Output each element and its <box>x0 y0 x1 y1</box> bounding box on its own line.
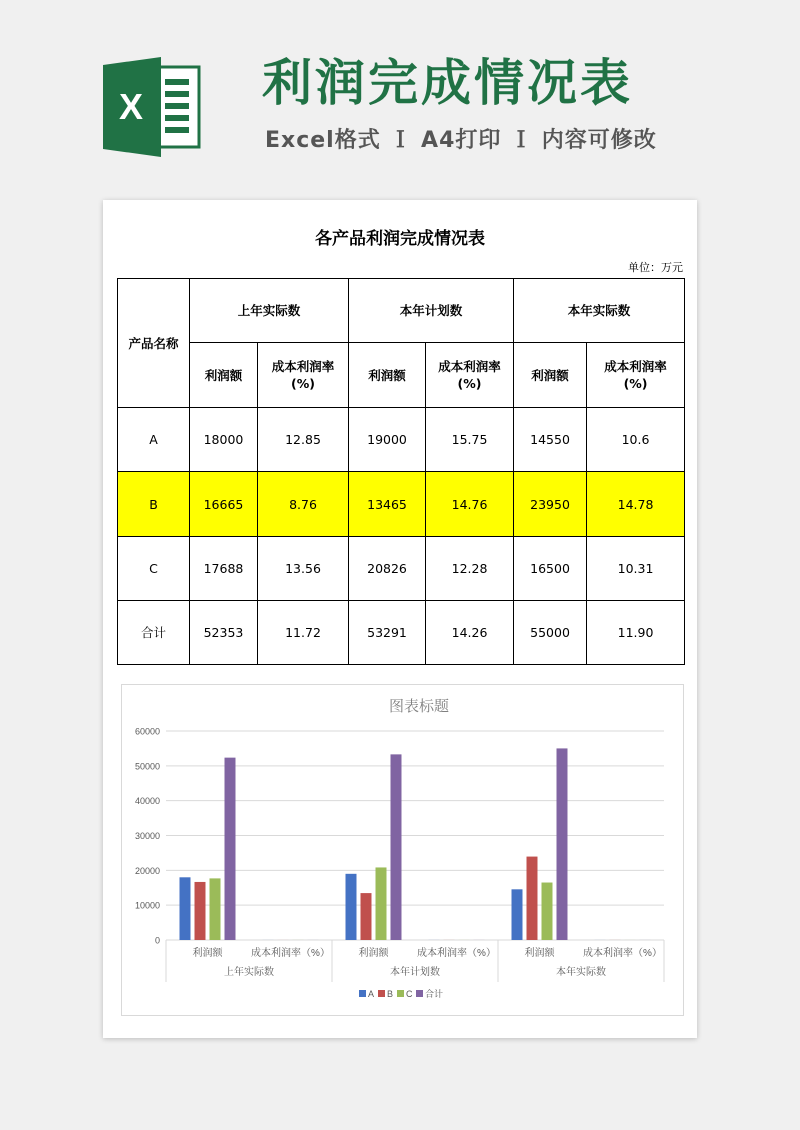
header-sub: 成本利润率 (%) <box>426 343 514 408</box>
table-row <box>118 537 685 601</box>
y-tick-label: 30000 <box>134 831 160 841</box>
x-tick-label: 成本利润率（%） <box>417 948 496 959</box>
excel-logo-letter: X <box>118 86 144 127</box>
table-cell: 14.26 <box>426 601 514 665</box>
table-cell: 13465 <box>349 472 426 537</box>
header-sub: 成本利润率 (%) <box>258 343 349 408</box>
legend-entry: B <box>387 989 394 999</box>
table-cell: 14.76 <box>426 472 514 537</box>
table-cell: 12.28 <box>426 537 514 601</box>
table-cell: 23950 <box>514 472 587 537</box>
table-cell: 14550 <box>514 408 587 472</box>
bar-A <box>346 874 357 940</box>
y-tick-label: 20000 <box>134 865 160 876</box>
legend-swatch-合计 <box>416 990 423 997</box>
table-cell: 19000 <box>349 408 426 472</box>
table-cell: 14.78 <box>587 472 685 537</box>
page-title: 利润完成情况表 <box>262 54 633 112</box>
table-cell: 13.56 <box>258 537 349 601</box>
table-subheader-row <box>118 343 685 408</box>
row-name: A <box>118 408 190 472</box>
header-group: 本年实际数 <box>514 279 685 343</box>
chart-title: 图表标题 <box>388 697 450 715</box>
row-name: C <box>118 537 190 601</box>
y-tick-label: 60000 <box>134 726 160 737</box>
header-group: 上年实际数 <box>190 279 349 343</box>
bar-C <box>376 867 387 940</box>
sheet-title: 各产品利润完成情况表 <box>315 229 485 249</box>
unit-label: 单位：万元 <box>628 261 683 274</box>
y-tick-label: 10000 <box>134 900 160 911</box>
x-tick-label: 成本利润率（%） <box>583 948 662 959</box>
table-header-row <box>118 279 685 343</box>
bar-A <box>180 877 191 940</box>
table-cell: 53291 <box>349 601 426 665</box>
x-tick-label: 利润额 <box>192 948 223 959</box>
header-product: 产品名称 <box>118 279 190 408</box>
header-sub: 利润额 <box>190 343 258 408</box>
table-cell: 8.76 <box>258 472 349 537</box>
legend-entry: A <box>368 989 375 999</box>
table-row-highlighted <box>118 472 685 537</box>
table-cell: 52353 <box>190 601 258 665</box>
row-name: 合计 <box>118 601 190 665</box>
x-group-label: 上年实际数 <box>224 967 274 978</box>
bar-C <box>542 883 553 940</box>
x-tick-label: 利润额 <box>358 948 389 959</box>
table-cell: 15.75 <box>426 408 514 472</box>
excel-logo-icon <box>103 57 203 157</box>
profit-table <box>117 278 685 665</box>
table-row-total <box>118 601 685 665</box>
legend-swatch-A <box>359 990 366 997</box>
table-cell: 18000 <box>190 408 258 472</box>
bar-B <box>527 857 538 940</box>
header-sub: 成本利润率 (%) <box>587 343 685 408</box>
y-tick-label: 0 <box>154 935 160 946</box>
bar-B <box>361 893 372 940</box>
page-subtitle: Excel格式 Ｉ A4打印 Ｉ 内容可修改 <box>265 128 657 153</box>
legend-entry: 合计 <box>425 989 444 999</box>
x-tick-label: 成本利润率（%） <box>251 948 330 959</box>
document-sheet <box>103 200 697 1038</box>
header-sub: 利润额 <box>349 343 426 408</box>
x-tick-label: 利润额 <box>524 948 555 959</box>
x-group-label: 本年实际数 <box>556 967 606 978</box>
table-cell: 10.31 <box>587 537 685 601</box>
header-group: 本年计划数 <box>349 279 514 343</box>
table-cell: 16500 <box>514 537 587 601</box>
row-name: B <box>118 472 190 537</box>
legend-entry: C <box>406 989 413 999</box>
bar-chart <box>121 684 684 1016</box>
table-cell: 12.85 <box>258 408 349 472</box>
bar-合计 <box>391 754 402 940</box>
legend-swatch-B <box>378 990 385 997</box>
bar-chart-svg <box>122 685 683 1015</box>
table-cell: 16665 <box>190 472 258 537</box>
header-sub: 利润额 <box>514 343 587 408</box>
table-cell: 55000 <box>514 601 587 665</box>
x-group-label: 本年计划数 <box>390 967 440 978</box>
bar-合计 <box>225 758 236 940</box>
table-cell: 17688 <box>190 537 258 601</box>
legend-swatch-C <box>397 990 404 997</box>
table-cell: 11.90 <box>587 601 685 665</box>
bar-C <box>210 878 221 940</box>
table-row <box>118 408 685 472</box>
bar-A <box>512 889 523 940</box>
table-cell: 11.72 <box>258 601 349 665</box>
bar-B <box>195 882 206 940</box>
bar-合计 <box>557 748 568 940</box>
table-cell: 10.6 <box>587 408 685 472</box>
y-tick-label: 50000 <box>134 761 160 772</box>
y-tick-label: 40000 <box>134 796 160 807</box>
table-cell: 20826 <box>349 537 426 601</box>
